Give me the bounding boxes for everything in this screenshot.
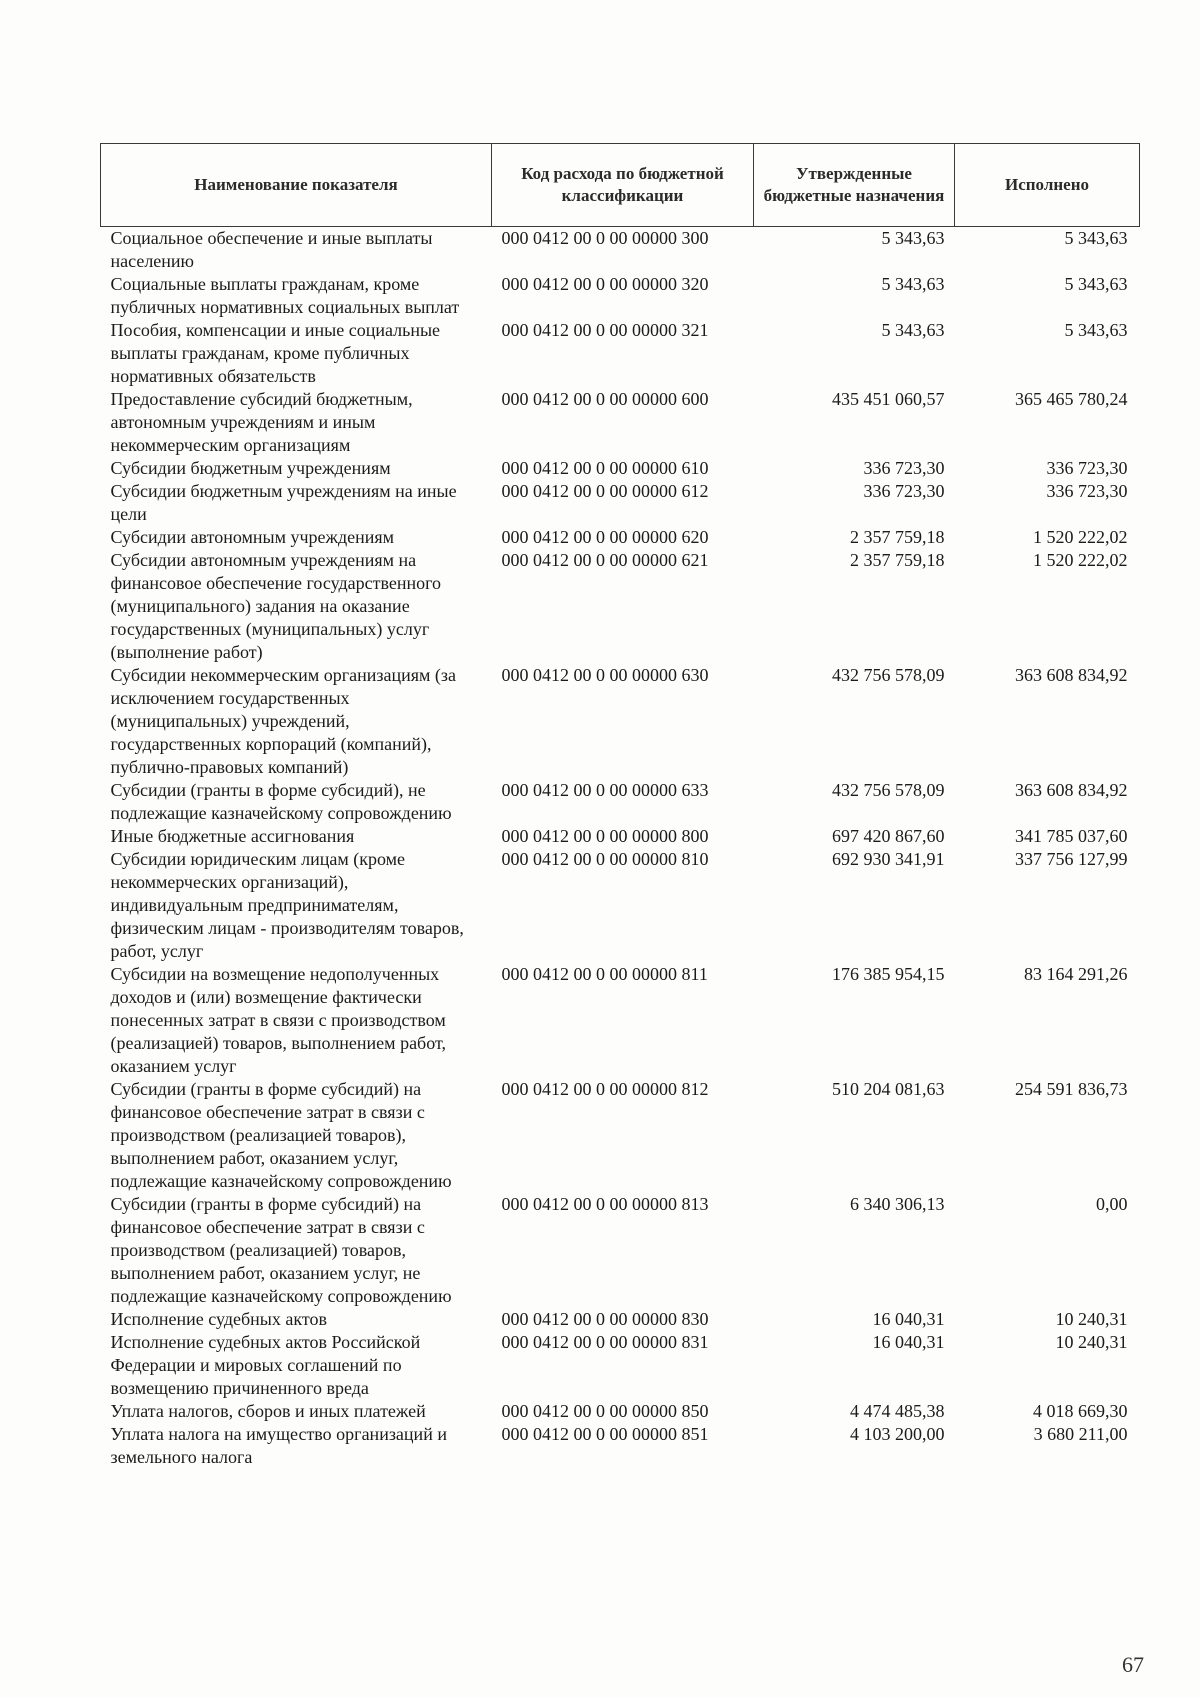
approved-amount-cell: 5 343,63 [881, 274, 945, 294]
indicator-name-cell: Уплата налога на имущество организаций и земельного налога [110, 1424, 447, 1467]
executed-amount-cell: 3 680 211,00 [1033, 1424, 1128, 1444]
table-row [101, 480, 1140, 526]
approved-amount-cell: 16 040,31 [872, 1332, 945, 1352]
approved-amount-cell: 16 040,31 [872, 1309, 945, 1329]
executed-amount-cell: 365 465 780,24 [1015, 389, 1128, 409]
table-row [101, 1400, 1140, 1423]
header-indicator-name: Наименование показателя [101, 144, 492, 227]
indicator-name-cell: Субсидии автономным учреждениям на финансовое обеспечение государственного (муниципального) задания на оказание государственных (муниципальных) услуг (выполнение работ) [110, 550, 442, 662]
table-row [101, 848, 1140, 963]
expense-code-cell: 000 0412 00 0 00 00000 850 [501, 1401, 709, 1421]
indicator-name-cell: Предоставление субсидий бюджетным, автономным учреждениям и иным некоммерческим организациям [110, 389, 413, 455]
table-row [101, 779, 1140, 825]
header-executed: Исполнено [955, 144, 1140, 227]
approved-amount-cell: 2 357 759,18 [850, 550, 945, 570]
approved-amount-cell: 697 420 867,60 [832, 826, 945, 846]
table-header [101, 144, 1140, 227]
approved-amount-cell: 432 756 578,09 [832, 780, 945, 800]
table-row [101, 1331, 1140, 1400]
indicator-name-cell: Исполнение судебных актов Российской Федерации и мировых соглашений по возмещению причиненного вреда [110, 1332, 421, 1398]
approved-amount-cell: 336 723,30 [863, 481, 945, 501]
expense-code-cell: 000 0412 00 0 00 00000 320 [501, 274, 709, 294]
executed-amount-cell: 5 343,63 [1064, 274, 1128, 294]
indicator-name-cell: Субсидии (гранты в форме субсидий), не подлежащие казначейскому сопровождению [110, 780, 452, 823]
table-row [101, 549, 1140, 664]
indicator-name-cell: Пособия, компенсации и иные социальные выплаты гражданам, кроме публичных нормативных обязательств [110, 320, 441, 386]
executed-amount-cell: 363 608 834,92 [1015, 780, 1128, 800]
executed-amount-cell: 5 343,63 [1064, 228, 1128, 248]
approved-amount-cell: 692 930 341,91 [832, 849, 945, 869]
header-approved-appropriations: Утвержденные бюджетные назначения [754, 144, 955, 227]
indicator-name-cell: Социальные выплаты гражданам, кроме публичных нормативных социальных выплат [110, 274, 460, 317]
table-body [101, 227, 1140, 1470]
approved-amount-cell: 510 204 081,63 [832, 1079, 945, 1099]
executed-amount-cell: 337 756 127,99 [1015, 849, 1128, 869]
expense-code-cell: 000 0412 00 0 00 00000 810 [501, 849, 709, 869]
indicator-name-cell: Субсидии некоммерческим организациям (за исключением государственных (муниципальных) учреждений, государственных корпораций (компаний), публично-правовых компаний) [110, 665, 456, 777]
table-row [101, 1308, 1140, 1331]
executed-amount-cell: 254 591 836,73 [1015, 1079, 1128, 1099]
expense-code-cell: 000 0412 00 0 00 00000 831 [501, 1332, 709, 1352]
expense-code-cell: 000 0412 00 0 00 00000 633 [501, 780, 709, 800]
indicator-name-cell: Уплата налогов, сборов и иных платежей [110, 1401, 426, 1421]
approved-amount-cell: 176 385 954,15 [832, 964, 945, 984]
executed-amount-cell: 5 343,63 [1064, 320, 1128, 340]
table-row [101, 963, 1140, 1078]
indicator-name-cell: Иные бюджетные ассигнования [110, 826, 355, 846]
expense-code-cell: 000 0412 00 0 00 00000 630 [501, 665, 709, 685]
indicator-name-cell: Социальное обеспечение и иные выплаты населению [110, 228, 433, 271]
approved-amount-cell: 435 451 060,57 [832, 389, 945, 409]
executed-amount-cell: 1 520 222,02 [1033, 527, 1128, 547]
expense-code-cell: 000 0412 00 0 00 00000 813 [501, 1194, 709, 1214]
executed-amount-cell: 83 164 291,26 [1024, 964, 1128, 984]
table-row [101, 1078, 1140, 1193]
approved-amount-cell: 5 343,63 [881, 228, 945, 248]
executed-amount-cell: 4 018 669,30 [1033, 1401, 1128, 1421]
approved-amount-cell: 336 723,30 [863, 458, 945, 478]
expense-code-cell: 000 0412 00 0 00 00000 600 [501, 389, 709, 409]
approved-amount-cell: 2 357 759,18 [850, 527, 945, 547]
executed-amount-cell: 0,00 [1096, 1194, 1128, 1214]
executed-amount-cell: 341 785 037,60 [1015, 826, 1128, 846]
budget-execution-table [100, 143, 1140, 1469]
indicator-name-cell: Субсидии бюджетным учреждениям [110, 458, 391, 478]
table-row [101, 526, 1140, 549]
approved-amount-cell: 6 340 306,13 [850, 1194, 945, 1214]
header-expense-code: Код расхода по бюджетной классификации [492, 144, 754, 227]
page-number: 67 [1122, 1652, 1144, 1677]
executed-amount-cell: 1 520 222,02 [1033, 550, 1128, 570]
indicator-name-cell: Субсидии (гранты в форме субсидий) на финансовое обеспечение затрат в связи с производством (реализацией товаров), выполнением работ, оказанием услуг, подлежащие казначейскому сопровождению [110, 1079, 452, 1191]
table-row [101, 319, 1140, 388]
table-row [101, 1423, 1140, 1469]
table-row [101, 388, 1140, 457]
table-row [101, 664, 1140, 779]
header-row [101, 144, 1140, 227]
executed-amount-cell: 363 608 834,92 [1015, 665, 1128, 685]
expense-code-cell: 000 0412 00 0 00 00000 851 [501, 1424, 709, 1444]
indicator-name-cell: Субсидии автономным учреждениям [110, 527, 395, 547]
indicator-name-cell: Субсидии юридическим лицам (кроме некоммерческих организаций), индивидуальным предпринимателям, физическим лицам - производителям товаров, работ, услуг [110, 849, 464, 961]
table-row [101, 1193, 1140, 1308]
executed-amount-cell: 336 723,30 [1046, 481, 1128, 501]
approved-amount-cell: 5 343,63 [881, 320, 945, 340]
expense-code-cell: 000 0412 00 0 00 00000 830 [501, 1309, 709, 1329]
expense-code-cell: 000 0412 00 0 00 00000 800 [501, 826, 709, 846]
expense-code-cell: 000 0412 00 0 00 00000 321 [501, 320, 709, 340]
table-row [101, 457, 1140, 480]
indicator-name-cell: Субсидии на возмещение недополученных доходов и (или) возмещение фактически понесенных затрат в связи с производством (реализацией) товаров, выполнением работ, оказанием услуг [110, 964, 446, 1076]
indicator-name-cell: Субсидии бюджетным учреждениям на иные цели [110, 481, 457, 524]
expense-code-cell: 000 0412 00 0 00 00000 812 [501, 1079, 709, 1099]
expense-code-cell: 000 0412 00 0 00 00000 620 [501, 527, 709, 547]
approved-amount-cell: 4 103 200,00 [850, 1424, 945, 1444]
expense-code-cell: 000 0412 00 0 00 00000 610 [501, 458, 709, 478]
indicator-name-cell: Исполнение судебных актов [110, 1309, 328, 1329]
executed-amount-cell: 10 240,31 [1055, 1332, 1128, 1352]
expense-code-cell: 000 0412 00 0 00 00000 621 [501, 550, 709, 570]
expense-code-cell: 000 0412 00 0 00 00000 300 [501, 228, 709, 248]
executed-amount-cell: 336 723,30 [1046, 458, 1128, 478]
expense-code-cell: 000 0412 00 0 00 00000 811 [501, 964, 708, 984]
expense-code-cell: 000 0412 00 0 00 00000 612 [501, 481, 709, 501]
indicator-name-cell: Субсидии (гранты в форме субсидий) на финансовое обеспечение затрат в связи с производством (реализацией) товаров, выполнением работ, оказанием услуг, не подлежащие казначейскому сопровождению [110, 1194, 452, 1306]
approved-amount-cell: 432 756 578,09 [832, 665, 945, 685]
table-row [101, 825, 1140, 848]
approved-amount-cell: 4 474 485,38 [850, 1401, 945, 1421]
table-row [101, 227, 1140, 274]
table-row [101, 273, 1140, 319]
executed-amount-cell: 10 240,31 [1055, 1309, 1128, 1329]
